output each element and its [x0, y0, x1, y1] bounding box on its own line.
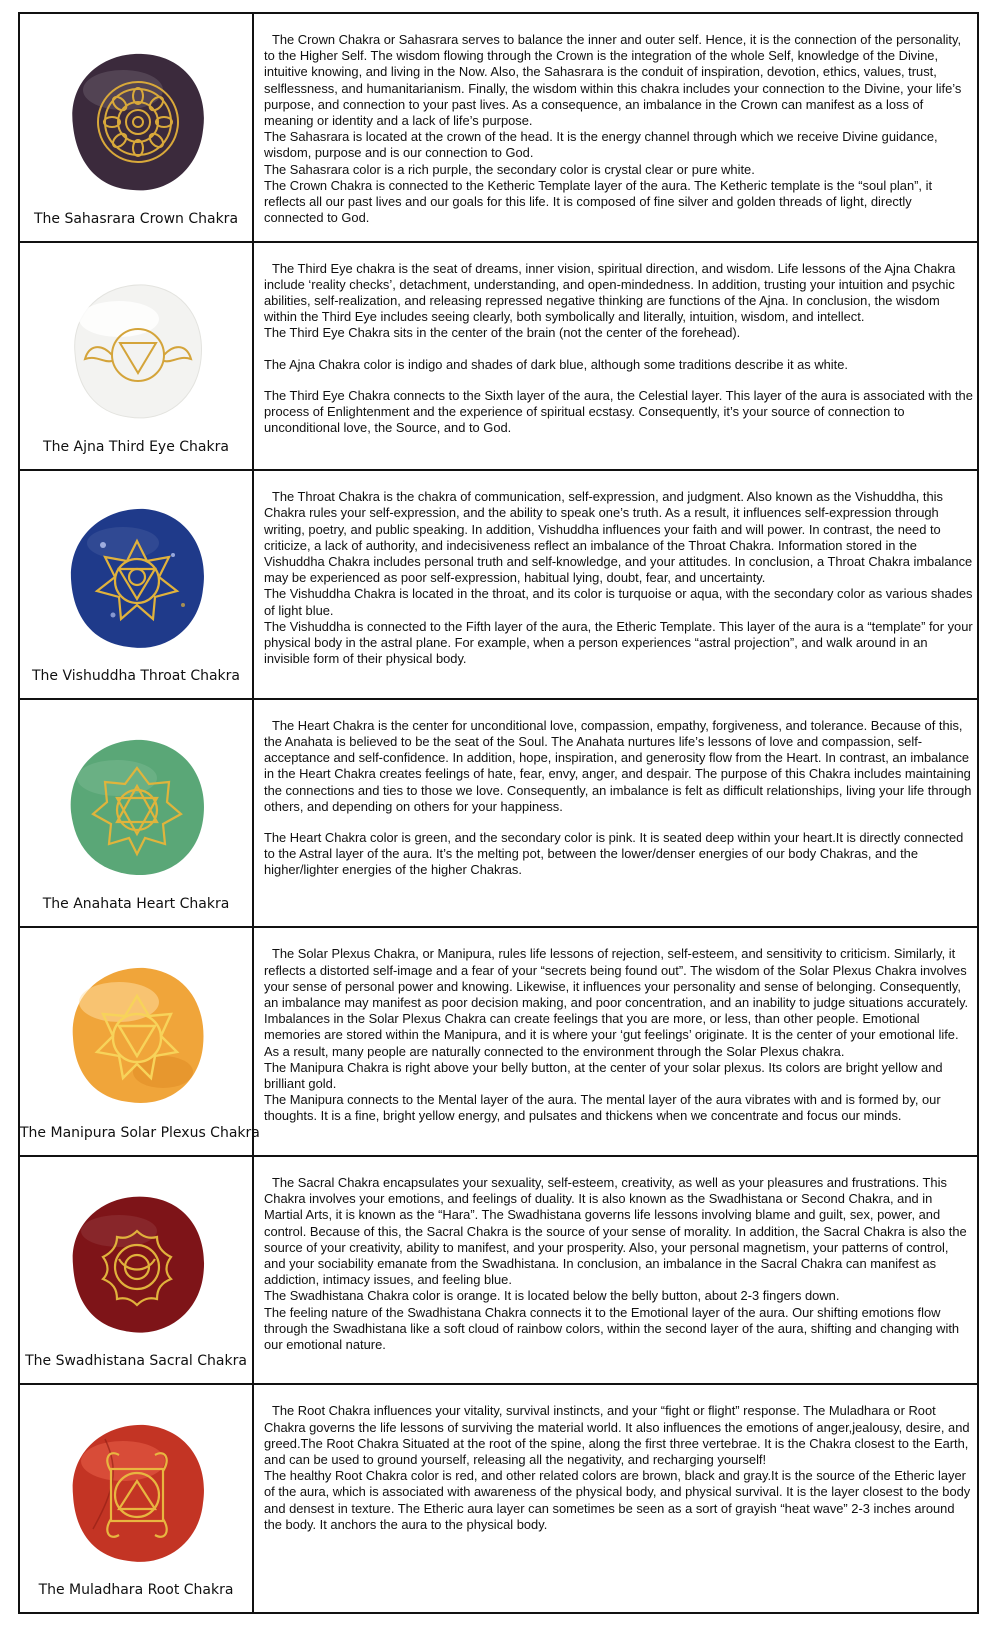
description-paragraph: The Crown Chakra is connected to the Ketheric Template layer of the aura. The Ketheric template is the “soul plan”, it reflects all our past lives and our goals for this life. It is composed of fine silver and golden threads of light, directly connected to God. — [264, 177, 933, 226]
chakra-description — [254, 14, 977, 241]
image-cell — [20, 243, 254, 470]
chakra-row-root — [20, 1385, 977, 1612]
description-paragraph: The Root Chakra influences your vitality, survival instincts, and your “fight or flight” response. The Muladhara or Root Chakra governs the life lessons of surviving the material world. It also influences the emotions of anger,jealousy, desire, and greed.The Root Chakra Situated at the root of the spine, along the first three vertebrae. It is the Chakra closest to the Earth, and can be used to ground yourself, releasing all the negativity, and recharging yourself! — [264, 1403, 970, 1468]
chakra-row-sacral — [20, 1157, 977, 1386]
chakra-row-throat — [20, 471, 977, 700]
throat-chakra-stone-icon — [53, 495, 219, 661]
description-paragraph: The feeling nature of the Swadhistana Chakra connects it to the Emotional layer of the aura. Our shifting emotions flow through the Swadhistana like a soft cloud of rainbow colors, within the second layer of the aura, shifting and changing with our emotional nature. — [264, 1304, 960, 1352]
chakra-row-third-eye — [20, 243, 977, 472]
image-cell — [20, 1157, 254, 1384]
description-paragraph: The Third Eye Chakra sits in the center of the brain (not the center of the forehead). — [264, 325, 741, 341]
chakra-description — [254, 471, 977, 698]
chakra-description — [254, 928, 977, 1155]
description-paragraph: The Sacral Chakra encapsulates your sexuality, self-esteem, creativity, as well as your pleasures and frustrations. This Chakra involves your emotions, and feelings of duality. It is also known as the Swadhistana or Second Chakra, and in Martial Arts, it is known as the “Hara”. The Swadhistana governs life lessons involving blame and guilt, sex, power, and control. Because of this, the Sacral Chakra is the source of your sense of morality. In addition, the Sacral Chakra is also the source of your creativity, ability to manifest, and your prosperity. Also, your personal magnetism, your patterns of control, and your sociability emanate from the Swadhistana. In conclusion, an imbalance in the Sacral Chakra can manifest as addiction, intimacy issues, and feeling blue. — [264, 1174, 967, 1288]
description-paragraph: The Third Eye Chakra connects to the Sixth layer of the aura, the Celestial layer. This layer of the aura is associated with the process of Enlightenment and the experience of spiritual ecstasy. Consequently, it’s your source of connection to unconditional love, the Source, and to God. — [264, 387, 973, 436]
chakra-caption: The Anahata Heart Chakra — [42, 896, 230, 913]
crown-chakra-stone-icon — [53, 38, 219, 204]
chakra-description — [254, 1157, 977, 1384]
chakra-caption: The Muladhara Root Chakra — [38, 1582, 234, 1599]
image-cell — [20, 1385, 254, 1612]
sacral-chakra-stone-icon — [53, 1181, 219, 1347]
chakra-caption: The Vishuddha Throat Chakra — [32, 667, 240, 684]
description-paragraph: The Third Eye chakra is the seat of dreams, inner vision, spiritual direction, and wisdom. Life lessons of the Ajna Chakra include ‘reality checks’, detachment, understanding, and open-mindedness. In addition, trusting your intuition and psychic abilities, self-realization, and releasing repressed negative thinking are functions of the Ajna. In conclusion, the wisdom within the Third Eye includes seeing clearly, both symbolically and literally, intuition, wisdom, and intellect. — [264, 260, 956, 325]
description-paragraph: The Vishuddha is connected to the Fifth layer of the aura, the Etheric Template. This layer of the aura is a “template” for your physical body in the astral plane. For example, when a person experiences “astral projection”, and walk around in an invisible form of their physical body. — [264, 618, 973, 667]
heart-chakra-stone-icon — [53, 724, 219, 890]
chakra-caption: The Ajna Third Eye Chakra — [43, 439, 229, 456]
description-paragraph: The Heart Chakra color is green, and the secondary color is pink. It is seated deep within your heart.It is directly connected to the Astral layer of the aura. It’s the melting pot, between the lower/denser energies of our body Chakras, and the higher/lighter energies of the higher Chakras. — [264, 829, 964, 878]
chakra-table — [18, 12, 979, 1614]
description-paragraph: The Ajna Chakra color is indigo and shades of dark blue, although some traditions describe it as white. — [264, 356, 848, 372]
description-paragraph: The Manipura connects to the Mental layer of the aura. The mental layer of the aura vibrates with and is formed by, our thoughts. It is a fine, bright yellow energy, and pulsates and thickens when we concentrate and focus our minds. — [264, 1092, 941, 1124]
description-paragraph: The healthy Root Chakra color is red, and other related colors are brown, black and gray.It is the source of the Etheric layer of the aura, which is associated with awareness of the physical body, and physical survival. It is the layer closest to the body and densest in texture. The Etheric aura layer can sometimes be seen as a sort of grayish “heat wave” 2-3 inches around the body. It anchors the aura to the physical body. — [264, 1468, 971, 1532]
chakra-caption: The Manipura Solar Plexus Chakra — [20, 1124, 260, 1141]
root-chakra-stone-icon — [53, 1409, 219, 1575]
image-cell — [20, 471, 254, 698]
image-cell — [20, 928, 260, 1155]
description-paragraph: The Crown Chakra or Sahasrara serves to balance the inner and outer self. Hence, it is the connection of the personality, to the Higher Self. The wisdom flowing through the Crown is the integration of the whole Self, knowledge of the Divine, intuitive knowing, and living in the Now. Also, the Sahasrara is the conduit of inspiration, devotion, ethics, values, trust, selflessness, and humanitarianism. Finally, the wisdom within this chakra includes your connection to the Divine, your life’s purpose, and connection to your past lives. As a consequence, an imbalance in the Crown can manifest as a loss of meaning or identity and a lack of life’s purpose. — [264, 32, 962, 129]
image-cell — [20, 700, 254, 927]
chakra-caption: The Swadhistana Sacral Chakra — [25, 1353, 247, 1370]
description-paragraph: The Throat Chakra is the chakra of communication, self-expression, and judgment. Also known as the Vishuddha, this Chakra rules your self-expression, and the ability to speak one’s truth. As a result, it influences self-expression through writing, poetry, and public speaking. In addition, Vishuddha influences your faith and will power. In contrast, the need to criticize, a lack of authority, and indecisiveness reflect an imbalance of the Throat Chakra. Information stored in the Vishuddha Chakra includes personal truth and self-knowledge, and your attitudes. In conclusion, a Throat Chakra imbalance may be experienced as poor self-expression, habitual lying, doubt, fear, and uncertainty. — [264, 489, 973, 586]
chakra-row-heart — [20, 700, 977, 929]
chakra-row-crown — [20, 14, 977, 243]
chakra-description — [254, 243, 977, 470]
description-paragraph: The Heart Chakra is the center for unconditional love, compassion, empathy, forgiveness, and tolerance. Because of this, the Anahata is believed to be the seat of the Soul. The Anahata nurtures life’s lessons of love and compassion, self-acceptance and self-confidence. In addition, hope, inspiration, and generosity flow from the Heart. In contrast, an imbalance in the Heart Chakra creates feelings of hate, fear, envy, anger, and despair. The purpose of this Chakra includes maintaining the connections and ties to those we love. Consequently, an imbalance is felt as difficult relationships, living your life through others, and depending on others for your happiness. — [264, 717, 972, 814]
image-cell — [20, 14, 254, 241]
solar-plexus-chakra-stone-icon — [53, 952, 219, 1118]
chakra-caption: The Sahasrara Crown Chakra — [33, 210, 239, 227]
third-eye-chakra-stone-icon — [53, 267, 219, 433]
description-paragraph: The Sahasrara color is a rich purple, the secondary color is crystal clear or pure white. — [264, 161, 755, 177]
description-paragraph: The Vishuddha Chakra is located in the throat, and its color is turquoise or aqua, with the secondary color as various shades of light blue. — [264, 586, 973, 618]
chakra-description — [254, 700, 977, 927]
description-paragraph: The Swadhistana Chakra color is orange. It is located below the belly button, about 2-3 fingers down. — [264, 1288, 840, 1304]
description-paragraph: The Sahasrara is located at the crown of the head. It is the energy channel through which we receive Divine guidance, wisdom, purpose and is our connection to God. — [264, 129, 938, 161]
chakra-row-solar-plexus — [20, 928, 977, 1157]
description-paragraph: The Solar Plexus Chakra, or Manipura, rules life lessons of rejection, self-esteem, and sensitivity to criticism. Similarly, it reflects a distorted self-image and a fear of your “secrets being found out”. The wisdom of the Solar Plexus Chakra involves your sense of personal power and knowing. Likewise, it influences your personality and sense of belonging. Consequently, an imbalance may manifest as poor decision making, and poor concentration, and an inability to judge situations accurately. Imbalances in the Solar Plexus Chakra can create feelings that you are more, or less, than other people. Emotional memories are stored within the Manipura, and it is where your ‘gut feelings’ originate. It is the center of your emotional life. As a result, many people are naturally connected to the environment through the Solar Plexus chakra. — [264, 946, 969, 1059]
chakra-description — [254, 1385, 977, 1612]
description-paragraph: The Manipura Chakra is right above your belly button, at the center of your solar plexus. Its colors are bright yellow and brilliant gold. — [264, 1059, 943, 1091]
